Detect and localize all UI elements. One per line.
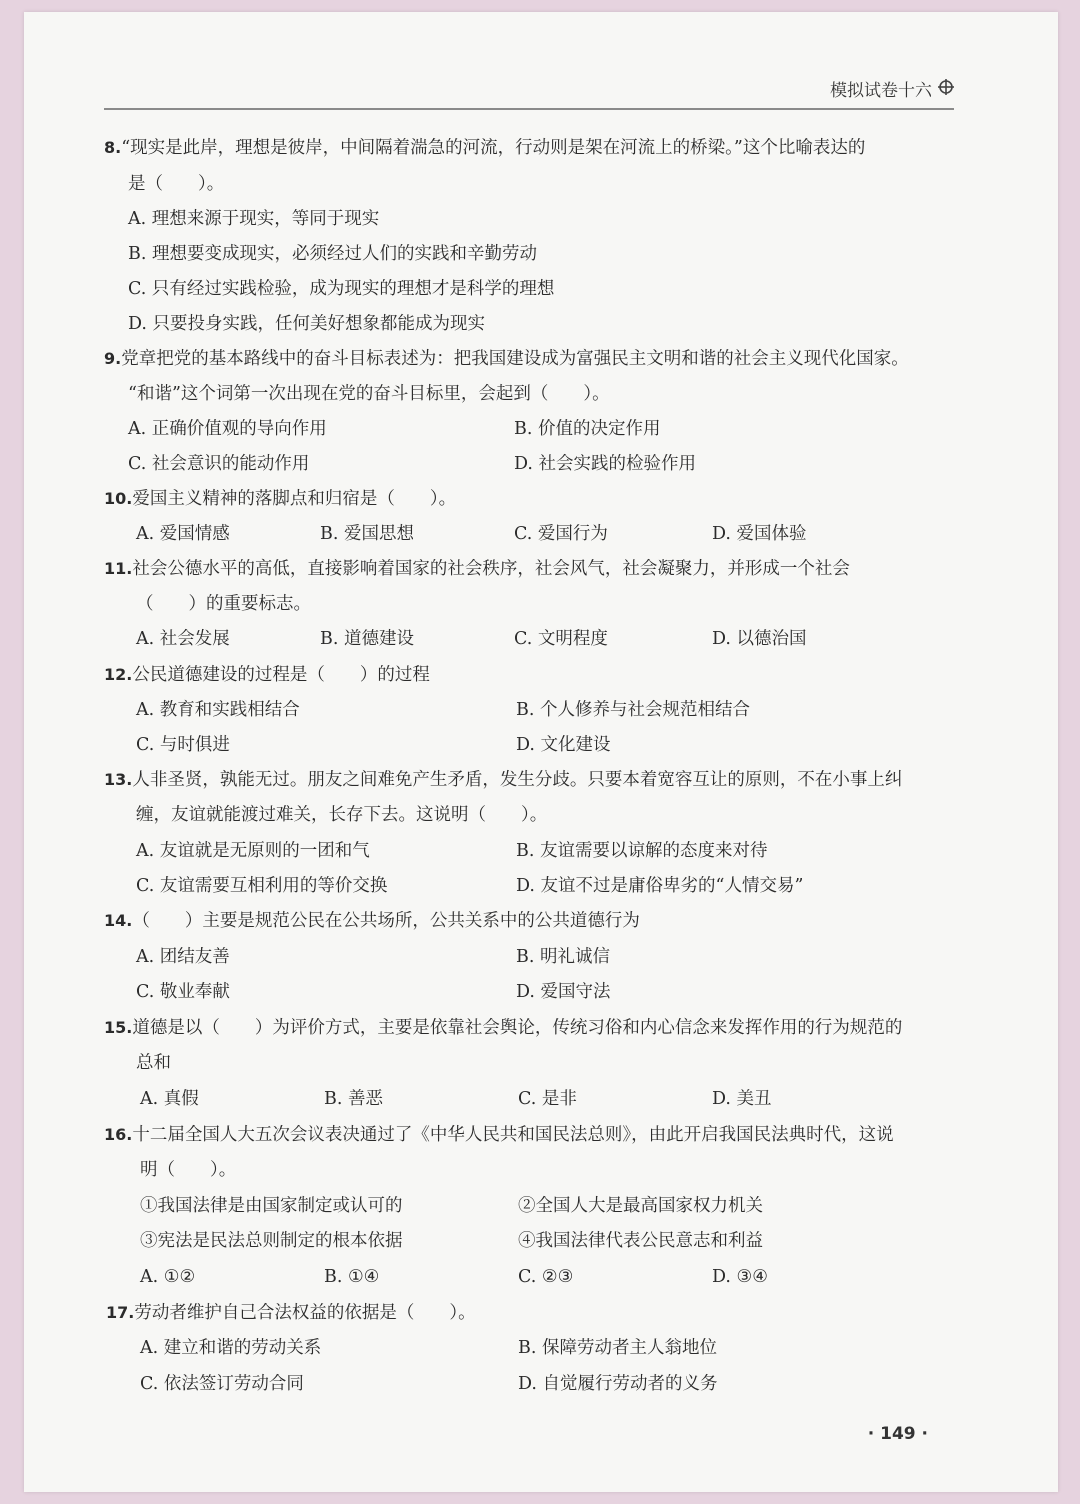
question-11-option-b: B. 道德建设 — [320, 629, 414, 649]
question-8-stem-line-1 — [104, 136, 865, 160]
question-16-stem-line-1 — [104, 1123, 894, 1147]
question-16-option-d: D. ③④ — [712, 1267, 768, 1287]
question-12-stem — [104, 663, 430, 687]
question-11-option-d: D. 以德治国 — [712, 629, 807, 649]
question-12-option-a: A. 教育和实践相结合 — [136, 700, 300, 720]
question-13-option-d: D. 友谊不过是庸俗卑劣的“人情交易” — [516, 876, 804, 896]
question-8-option-d: D. 只要投身实践，任何美好想象都能成为现实 — [128, 314, 486, 334]
question-text: 人非圣贤，孰能无过。朋友之间难免产生矛盾，发生分歧。只要本着宽容互让的原则，不在小事上纠 — [132, 770, 903, 790]
question-13-option-b: B. 友谊需要以谅解的态度来对待 — [516, 841, 768, 861]
question-9-option-b: B. 价值的决定作用 — [514, 419, 661, 439]
question-number: 10. — [104, 489, 133, 508]
question-9-option-a: A. 正确价值观的导向作用 — [128, 419, 327, 439]
question-11-stem-line-1 — [104, 557, 850, 581]
question-14-stem — [104, 909, 640, 933]
question-16-option-c: C. ②③ — [518, 1267, 574, 1287]
question-12-option-b: B. 个人修养与社会规范相结合 — [516, 700, 750, 720]
question-8-stem-line-2: 是（ ）。 — [128, 174, 225, 194]
question-16-option-a: A. ①② — [140, 1267, 196, 1287]
question-number: 17. — [106, 1303, 135, 1322]
question-number: 14. — [104, 911, 133, 930]
question-list — [24, 12, 1058, 1492]
question-13-stem-line-2: 缠，友谊就能渡过难关，长存下去。这说明（ ）。 — [136, 805, 548, 825]
question-14-option-c: C. 敬业奉献 — [136, 982, 230, 1002]
question-17-option-a: A. 建立和谐的劳动关系 — [140, 1338, 322, 1358]
question-9-option-c: C. 社会意识的能动作用 — [128, 454, 310, 474]
question-9-option-d: D. 社会实践的检验作用 — [514, 454, 697, 474]
question-15-option-b: B. 善恶 — [324, 1089, 383, 1109]
question-text: 爱国主义精神的落脚点和归宿是（ ）。 — [132, 489, 457, 509]
question-15-option-a: A. 真假 — [140, 1089, 199, 1109]
question-14-option-d: D. 爱国守法 — [516, 982, 611, 1002]
question-16-option-b: B. ①④ — [324, 1267, 380, 1287]
question-number: 16. — [104, 1125, 133, 1144]
exam-page — [24, 12, 1058, 1492]
question-text: 公民道德建设的过程是（ ）的过程 — [132, 665, 430, 685]
question-text: 党章把党的基本路线中的奋斗目标表述为：把我国建设成为富强民主文明和谐的社会主义现代化国家。 — [121, 349, 909, 369]
question-8-option-b: B. 理想要变成现实，必须经过人们的实践和辛勤劳动 — [128, 244, 537, 264]
question-text: “现实是此岸，理想是彼岸，中间隔着湍急的河流，行动则是架在河流上的桥梁。”这个比喻表达的 — [121, 138, 866, 158]
question-12-option-c: C. 与时俱进 — [136, 735, 230, 755]
question-13-option-a: A. 友谊就是无原则的一团和气 — [136, 841, 370, 861]
question-11-option-c: C. 文明程度 — [514, 629, 608, 649]
question-17-stem — [106, 1301, 476, 1325]
question-14-option-a: A. 团结友善 — [136, 947, 230, 967]
question-14-option-b: B. 明礼诚信 — [516, 947, 610, 967]
question-10-option-b: B. 爱国思想 — [320, 524, 414, 544]
question-15-option-d: D. 美丑 — [712, 1089, 772, 1109]
question-9-stem-line-2: “和谐”这个词第一次出现在党的奋斗目标里，会起到（ ）。 — [128, 384, 610, 404]
question-16-statement-4: ④我国法律代表公民意志和利益 — [518, 1231, 763, 1251]
question-17-option-d: D. 自觉履行劳动者的义务 — [518, 1374, 718, 1394]
question-number: 9. — [104, 349, 122, 368]
question-10-stem — [104, 487, 456, 511]
question-text: （ ）主要是规范公民在公共场所，公共关系中的公共道德行为 — [132, 911, 640, 931]
question-text: 社会公德水平的高低，直接影响着国家的社会秩序，社会风气，社会凝聚力，并形成一个社会 — [132, 559, 850, 579]
question-number: 8. — [104, 138, 122, 157]
question-17-option-c: C. 依法签订劳动合同 — [140, 1374, 304, 1394]
question-number: 12. — [104, 665, 133, 684]
question-10-option-c: C. 爱国行为 — [514, 524, 608, 544]
question-16-statement-2: ②全国人大是最高国家权力机关 — [518, 1196, 763, 1216]
question-number: 13. — [104, 770, 133, 789]
question-17-option-b: B. 保障劳动者主人翁地位 — [518, 1338, 717, 1358]
question-16-statement-3: ③宪法是民法总则制定的根本依据 — [140, 1231, 403, 1251]
question-16-statement-1: ①我国法律是由国家制定或认可的 — [140, 1196, 403, 1216]
question-number: 15. — [104, 1018, 133, 1037]
header-title: 模拟试卷十六 — [830, 81, 932, 101]
question-11-stem-line-2: （ ）的重要标志。 — [136, 594, 311, 614]
question-16-stem-line-2: 明（ ）。 — [140, 1160, 237, 1180]
question-10-option-a: A. 爱国情感 — [136, 524, 230, 544]
question-11-option-a: A. 社会发展 — [136, 629, 230, 649]
question-15-stem-line-2: 总和 — [136, 1053, 171, 1073]
question-15-stem-line-1 — [104, 1016, 902, 1040]
question-text: 道德是以（ ）为评价方式，主要是依靠社会舆论，传统习俗和内心信念来发挥作用的行为规范的 — [132, 1018, 903, 1038]
question-8-option-a: A. 理想来源于现实，等同于现实 — [128, 209, 380, 229]
question-12-option-d: D. 文化建设 — [516, 735, 611, 755]
question-text: 十二届全国人大五次会议表决通过了《中华人民共和国民法总则》，由此开启我国民法典时代，这说 — [132, 1125, 894, 1145]
question-9-stem-line-1 — [104, 347, 909, 371]
question-15-option-c: C. 是非 — [518, 1089, 577, 1109]
question-number: 11. — [104, 559, 133, 578]
page-number: · 149 · — [867, 1424, 928, 1444]
question-text: 劳动者维护自己合法权益的依据是（ ）。 — [134, 1303, 476, 1323]
question-8-option-c: C. 只有经过实践检验，成为现实的理想才是科学的理想 — [128, 279, 555, 299]
question-13-option-c: C. 友谊需要互相利用的等价交换 — [136, 876, 388, 896]
question-13-stem-line-1 — [104, 768, 902, 792]
question-10-option-d: D. 爱国体验 — [712, 524, 807, 544]
